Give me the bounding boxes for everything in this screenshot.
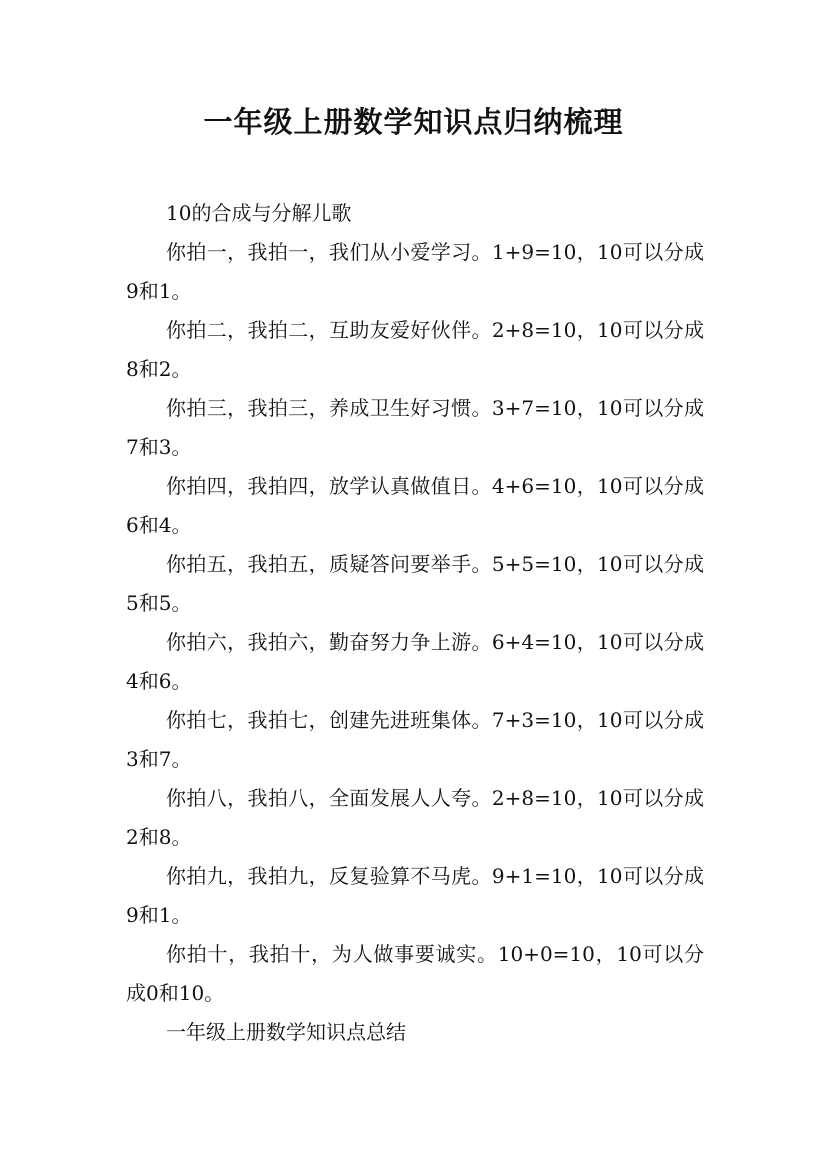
- rhyme-verse-7: 你拍七，我拍七，创建先进班集体。7+3=10，10可以分成3和7。: [126, 708, 704, 771]
- document-body: [126, 194, 704, 1052]
- rhyme-verse-9: 你拍九，我拍九，反复验算不马虎。9+1=10，10可以分成9和1。: [126, 864, 704, 927]
- document-title: 一年级上册数学知识点归纳梳理: [203, 105, 624, 139]
- rhyme-verse-6: 你拍六，我拍六，勤奋努力争上游。6+4=10，10可以分成4和6。: [126, 630, 704, 693]
- section-heading-rhyme: 10的合成与分解儿歌: [166, 201, 352, 225]
- rhyme-verse-3: 你拍三，我拍三，养成卫生好习惯。3+7=10，10可以分成7和3。: [126, 396, 704, 459]
- rhyme-verse-2: 你拍二，我拍二，互助友爱好伙伴。2+8=10，10可以分成8和2。: [126, 318, 704, 381]
- rhyme-verse-10: 你拍十，我拍十，为人做事要诚实。10+0=10，10可以分成0和10。: [126, 942, 704, 1005]
- rhyme-verse-4: 你拍四，我拍四，放学认真做值日。4+6=10，10可以分成6和4。: [126, 474, 704, 537]
- rhyme-verse-5: 你拍五，我拍五，质疑答问要举手。5+5=10，10可以分成5和5。: [126, 552, 704, 615]
- rhyme-verse-8: 你拍八，我拍八，全面发展人人夸。2+8=10，10可以分成2和8。: [126, 786, 704, 849]
- section-heading-summary: 一年级上册数学知识点总结: [166, 1020, 406, 1044]
- rhyme-verse-1: 你拍一，我拍一，我们从小爱学习。1+9=10，10可以分成9和1。: [126, 240, 704, 303]
